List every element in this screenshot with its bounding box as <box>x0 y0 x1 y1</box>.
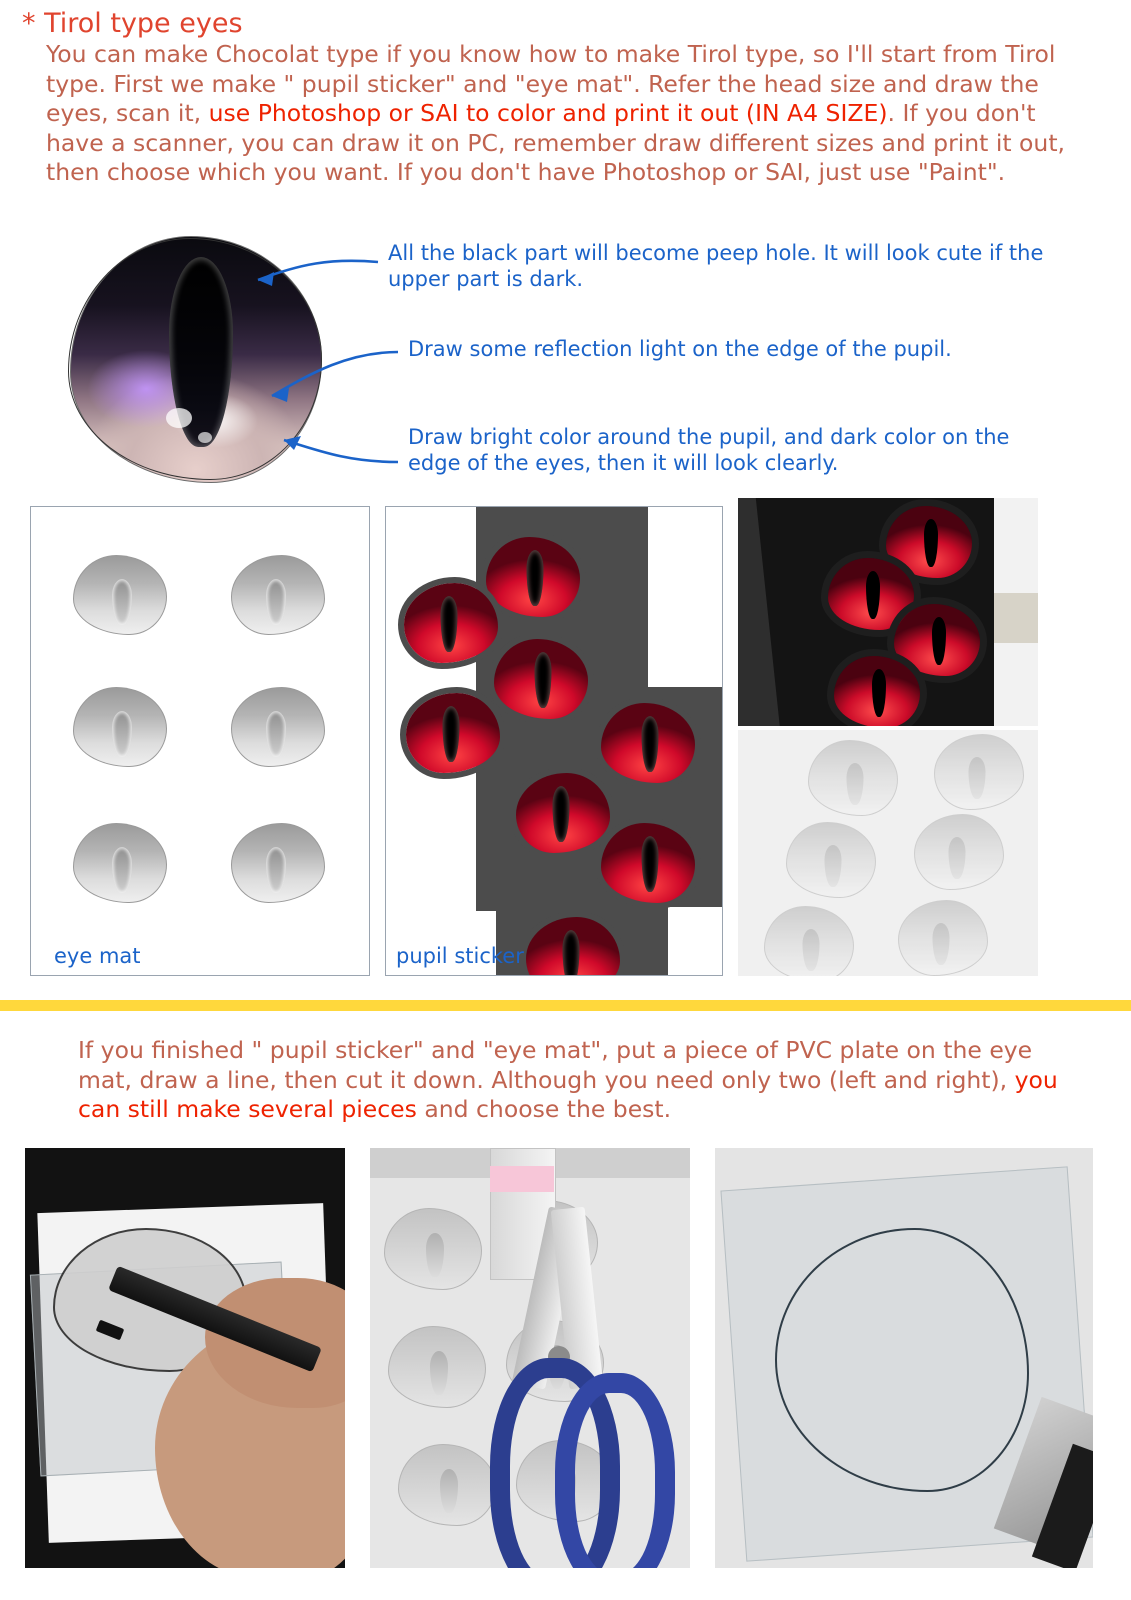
eye-highlight-small <box>198 432 212 443</box>
step2-paragraph <box>78 1036 1068 1125</box>
pupil-sticker-shape <box>601 823 695 903</box>
pupil-sticker-print-panel <box>385 506 723 976</box>
pupil-sticker-shape <box>406 693 500 773</box>
callout-bright-color: Draw bright color around the pupil, and dark color on the edge of the eyes, then it will look clearly. <box>408 425 1010 475</box>
pupil-sticker-shape <box>526 917 620 976</box>
eye-mat-shape <box>231 555 325 635</box>
photo-cutting-with-scissors <box>370 1148 690 1568</box>
eye-highlight-large <box>166 408 192 428</box>
step2-highlight: you can still make several pieces <box>78 1065 1058 1123</box>
photo-cut-pupil-stickers <box>738 498 1038 726</box>
pupil-sticker-label: pupil sticker <box>396 944 524 968</box>
pupil-sticker-shape <box>601 703 695 783</box>
pupil-sticker-shape <box>404 583 498 663</box>
eye-mat-print-panel <box>30 506 370 976</box>
pupil-sticker-shape <box>486 537 580 617</box>
eye-mat-shape <box>231 687 325 767</box>
photo-cut-pvc-plate <box>715 1148 1093 1568</box>
section-divider <box>0 1000 1131 1011</box>
pupil-sticker-shape <box>516 773 610 853</box>
intro-text-part2: . If you don't have a scanner, you can draw it on PC, remember draw different sizes and print it out, then choose which you want. If you don't have Photoshop or SAI, just use "Paint". <box>46 99 1066 186</box>
photo-printed-eye-mats <box>738 730 1038 976</box>
eye-mat-shape <box>73 555 167 635</box>
step2-text-part2: and choose the best. <box>416 1095 672 1123</box>
eye-mat-shape <box>73 823 167 903</box>
pupil-sticker-shape <box>494 639 588 719</box>
intro-highlight: use Photoshop or SAI to color and print it out (IN A4 SIZE) <box>208 99 888 127</box>
intro-paragraph <box>46 40 1066 188</box>
eye-mat-label: eye mat <box>54 944 141 968</box>
eye-mat-photo <box>786 822 876 898</box>
step2-text-part1: If you finished " pupil sticker" and "eye mat", put a piece of PVC plate on the eye mat, draw a line, then cut it down. Although you need only two (left and right), <box>78 1036 1033 1094</box>
pupil-sticker-photo <box>894 604 980 676</box>
callout-peep-hole: All the black part will become peep hole. It will look cute if the upper part is dark. <box>388 241 1044 291</box>
tirol-eye-illustration <box>48 236 348 486</box>
intro-text-part1: You can make Chocolat type if you know how to make Tirol type, so I'll start from Tirol type. First we make " pupil sticker" and "eye mat". Refer the head size and draw the eyes, scan it, <box>46 40 1056 127</box>
eye-mat-shape <box>231 823 325 903</box>
photo-drawing-line-on-pvc <box>25 1148 345 1568</box>
eye-mat-photo <box>808 740 898 816</box>
eye-mat-shape <box>73 687 167 767</box>
eye-gradient-shape <box>70 236 322 483</box>
page-title: * Tirol type eyes <box>22 8 243 39</box>
callout-reflection-light: Draw some reflection light on the edge of the pupil. <box>408 337 952 361</box>
